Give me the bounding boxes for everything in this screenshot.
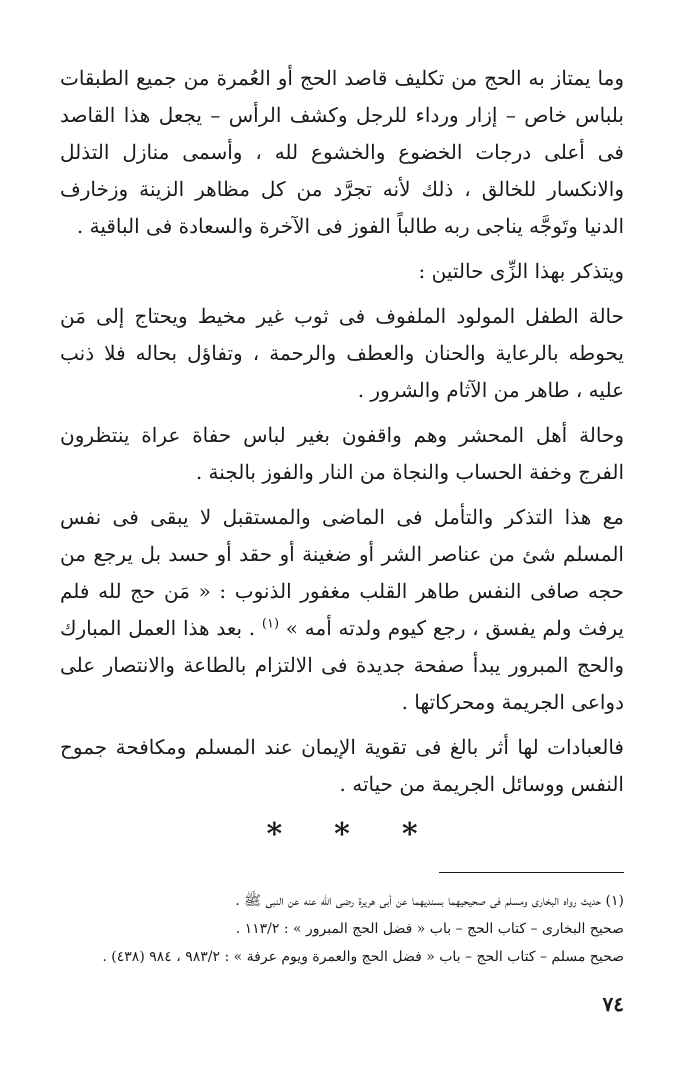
paragraph-pure-return: [60, 499, 624, 721]
separator-star: *: [401, 817, 418, 852]
paragraph-worship-effect: فالعبادات لها أثر بالغ فى تقوية الإيمان عند المسلم ومكافحة جموح النفس ووسائل الجريمة من حياته .: [60, 735, 624, 796]
paragraph-newborn-state: حالة الطفل المولود الملفوف فى ثوب غير مخيط ويحتاج إلى مَن يحوطه بالرعاية والحنان والعطف والرحمة ، وتفاؤل بحاله فلا ذنب عليه ، طاهر من الآثام والشرور .: [60, 304, 624, 402]
page-number: ٧٤: [602, 992, 624, 1016]
footnote-reference-mark[interactable]: (١): [261, 616, 280, 632]
paragraph-ihram-garment: وما يمتاز به الحج من تكليف قاصد الحج أو العُمرة من جميع الطبقات بلباس خاص – إزار ورداء للرجل وكشف الرأس – يجعل هذا القاصد فى أعلى درجات الخضوع والخشوع لله ، وأسمى منازل التذلل والانكسار للخالق ، ذلك لأنه تجرَّد من كل مظاهر الزينة وزخارف الدنيا وتَوجَّه يناجى ربه طالباً الفوز فى الآخرة والسعادة فى الباقية .: [60, 66, 624, 238]
footnote-bukhari-reference: صحيح البخارى – كتاب الحج – باب « فضل الحج المبرور » : ١١٣/٢ .: [235, 921, 624, 937]
separator-star: *: [334, 817, 350, 852]
footnote-muslim-reference: صحيح مسلم – كتاب الحج – باب « فضل الحج والعمرة ويوم عرفة » : ٩٨٣/٢ ، ٩٨٤ (٤٣٨) .: [102, 949, 624, 965]
footnote-hadith-source: (١) حديث رواه البخارى ومسلم فى صحيحيهما بسنديهما عن أبى هريرة رضى الله عنه عن النبى ﷺ .: [235, 893, 624, 909]
paragraph-judgment-day-state: وحالة أهل المحشر وهم واقفون بغير لباس حفاة عراة ينتظرون الفرج وخفة الحساب والنجاة من النار والفوز بالجنة .: [60, 423, 624, 484]
separator-star: *: [266, 817, 283, 852]
footnotes: [60, 887, 624, 971]
paragraph-two-states-intro: ويتذكر بهذا الزِّى حالتين :: [418, 259, 624, 283]
page-body: [60, 56, 624, 971]
footnote-divider: [439, 872, 624, 873]
paragraph-pure-return-text-after: . بعد هذا العمل المبارك والحج المبرور يبدأ صفحة جديدة فى الالتزام بالطاعة والانتصار على دواعى الجريمة ومحركاتها .: [60, 616, 624, 714]
paragraph-pure-return-text-before: مع هذا التذكر والتأمل فى الماضى والمستقبل لا يبقى فى نفس المسلم شئ من عناصر الشر أو ضغينة أو حقد أو حسد بل يرجع من حجه صافى النفس طاهر القلب مغفور الذنوب : « مَن حج لله فلم يرفث ولم يفسق ، رجع كيوم ولدته أمه »: [60, 505, 625, 640]
section-separator: [60, 817, 624, 852]
